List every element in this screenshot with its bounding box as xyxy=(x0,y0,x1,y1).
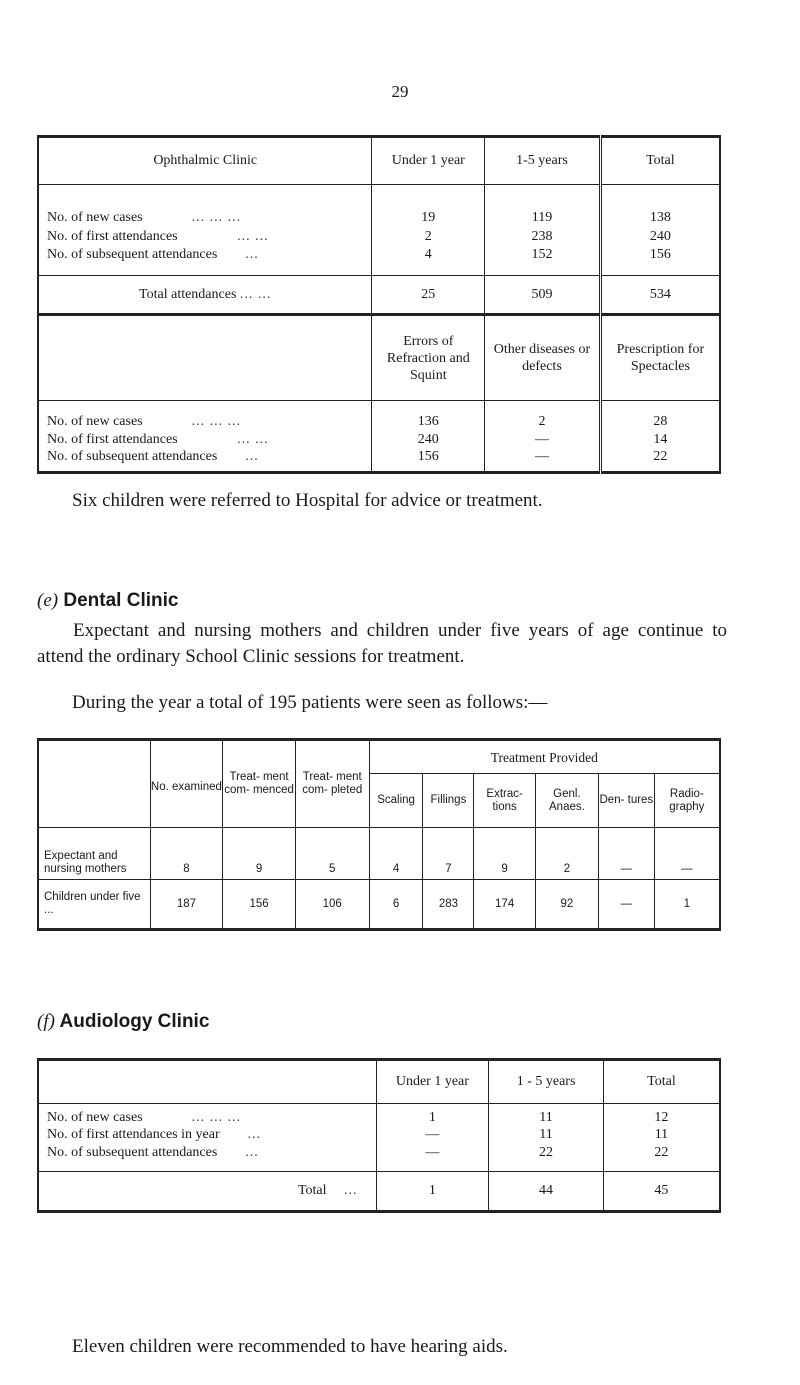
ophthalmic-clinic-header: Ophthalmic Clinic xyxy=(38,137,372,185)
table-row xyxy=(38,449,720,473)
cell: — xyxy=(376,1145,489,1172)
row-label: No. of first attendances xyxy=(47,229,178,244)
cell: 5 xyxy=(295,828,369,880)
cell: 240 xyxy=(372,431,485,449)
cell: 22 xyxy=(489,1145,604,1172)
cell: 11 xyxy=(489,1104,604,1126)
cell: 1 xyxy=(654,880,720,930)
leader-dots: ... ... ... xyxy=(191,413,242,429)
section-letter: (f) xyxy=(37,1011,55,1032)
leader-dots: ... xyxy=(245,448,259,464)
leader-dots: ... xyxy=(245,1144,259,1160)
cell: 22 xyxy=(600,449,720,473)
table-row xyxy=(38,828,720,880)
dental-table xyxy=(37,738,721,931)
col-treatment-completed: Treat- ment com- pleted xyxy=(295,740,369,828)
row-label: No. of subsequent attendances xyxy=(47,448,218,464)
cell: 509 xyxy=(485,276,601,315)
col-no-examined: No. examined xyxy=(150,740,223,828)
col-fillings: Fillings xyxy=(423,774,474,828)
col-total: Total xyxy=(603,1060,720,1104)
table-row xyxy=(38,1126,720,1145)
cell: 9 xyxy=(223,828,296,880)
col-prescription: Prescription for Spectacles xyxy=(600,315,720,401)
row-label: No. of new cases xyxy=(47,1109,143,1125)
cell: 138 xyxy=(600,209,720,228)
cell: 238 xyxy=(485,228,601,247)
hearing-aid-note: Eleven children were recommended to have hearing aids. xyxy=(72,1336,508,1357)
table-row xyxy=(38,413,720,431)
row-label: Children under five ... xyxy=(44,891,141,916)
cell: 283 xyxy=(423,880,474,930)
col-1-5-years: 1 - 5 years xyxy=(489,1060,604,1104)
row-label: No. of new cases xyxy=(47,210,143,225)
leader-dots: ... xyxy=(245,246,259,262)
cell: 12 xyxy=(603,1104,720,1126)
cell: — xyxy=(485,431,601,449)
dental-summary: During the year a total of 195 patients were seen as follows:— xyxy=(72,692,548,713)
col-dentures: Den- tures xyxy=(598,774,654,828)
cell: 25 xyxy=(372,276,485,315)
row-label: No. of first attendances in year xyxy=(47,1127,220,1142)
total-label: Total attendances xyxy=(139,286,237,302)
cell: 2 xyxy=(535,828,598,880)
leader-dots: ... xyxy=(344,1183,358,1198)
cell: 45 xyxy=(603,1172,720,1212)
total-label: Total xyxy=(297,1183,327,1198)
cell: 4 xyxy=(369,828,423,880)
section-title: Audiology Clinic xyxy=(59,1011,210,1032)
treatment-provided-header: Treatment Provided xyxy=(369,740,720,774)
leader-dots: ... xyxy=(247,1127,262,1142)
cell: 187 xyxy=(150,880,223,930)
cell: 7 xyxy=(423,828,474,880)
cell: 9 xyxy=(474,828,535,880)
audiology-table xyxy=(37,1058,721,1213)
col-under-1-year: Under 1 year xyxy=(376,1060,489,1104)
cell: 156 xyxy=(600,247,720,276)
leader-dots: ... ... xyxy=(237,229,269,244)
cell: — xyxy=(654,828,720,880)
cell: 11 xyxy=(603,1126,720,1145)
ophthalmic-table xyxy=(37,135,721,474)
cell: 106 xyxy=(295,880,369,930)
cell: 2 xyxy=(372,228,485,247)
audiology-heading xyxy=(37,1011,209,1033)
cell: 534 xyxy=(600,276,720,315)
cell: 28 xyxy=(600,413,720,431)
cell: — xyxy=(485,449,601,473)
cell: 136 xyxy=(372,413,485,431)
row-label: No. of first attendances xyxy=(47,431,178,447)
col-extractions: Extrac- tions xyxy=(474,774,535,828)
row-label: No. of subsequent attendances xyxy=(47,1144,218,1160)
col-treatment-commenced: Treat- ment com- menced xyxy=(223,740,296,828)
cell: 11 xyxy=(489,1126,604,1145)
row-label: No. of subsequent attendances xyxy=(47,246,218,262)
col-other-diseases: Other diseases or defects xyxy=(485,315,601,401)
page-number: 29 xyxy=(391,82,409,101)
table-row xyxy=(38,880,720,930)
cell: 156 xyxy=(223,880,296,930)
cell: 14 xyxy=(600,431,720,449)
cell: — xyxy=(598,880,654,930)
table-row xyxy=(38,209,720,228)
table-row xyxy=(38,1104,720,1126)
dental-paragraph: Expectant and nursing mothers and children under five years of age continue to attend the ordinary School Clinic sessions for treatment. xyxy=(37,620,727,667)
cell: 8 xyxy=(150,828,223,880)
row-label: No. of new cases xyxy=(47,413,143,429)
col-under-1-year: Under 1 year xyxy=(372,137,485,185)
col-genl-anaes: Genl. Anaes. xyxy=(535,774,598,828)
total-row xyxy=(38,1172,720,1212)
leader-dots: ... ... xyxy=(237,431,269,447)
table-row xyxy=(38,228,720,247)
col-radiography: Radio- graphy xyxy=(654,774,720,828)
section-title: Dental Clinic xyxy=(63,590,179,611)
cell: — xyxy=(376,1126,489,1145)
row-label: Expectant and nursing mothers xyxy=(44,850,127,875)
cell: 6 xyxy=(369,880,423,930)
cell: — xyxy=(598,828,654,880)
total-row xyxy=(38,276,720,315)
referral-note: Six children were referred to Hospital for advice or treatment. xyxy=(72,490,543,511)
col-scaling: Scaling xyxy=(369,774,423,828)
col-total: Total xyxy=(600,137,720,185)
dental-heading xyxy=(37,590,178,612)
section-letter: (e) xyxy=(37,590,59,611)
cell: 19 xyxy=(372,209,485,228)
cell: 2 xyxy=(485,413,601,431)
cell: 92 xyxy=(535,880,598,930)
leader-dots: ... ... xyxy=(239,286,272,302)
cell: 22 xyxy=(603,1145,720,1172)
cell: 4 xyxy=(372,247,485,276)
cell: 1 xyxy=(376,1172,489,1212)
col-1-5-years: 1-5 years xyxy=(485,137,601,185)
cell: 240 xyxy=(600,228,720,247)
table-row xyxy=(38,1145,720,1172)
cell: 119 xyxy=(485,209,601,228)
cell: 1 xyxy=(376,1104,489,1126)
table-row xyxy=(38,431,720,449)
cell: 152 xyxy=(485,247,601,276)
cell: 174 xyxy=(474,880,535,930)
col-errors-of-refraction: Errors of Refraction and Squint xyxy=(372,315,485,401)
table-row xyxy=(38,247,720,276)
cell: 44 xyxy=(489,1172,604,1212)
cell: 156 xyxy=(372,449,485,473)
leader-dots: ... ... ... xyxy=(191,1109,242,1125)
leader-dots: ... ... ... xyxy=(191,210,242,225)
